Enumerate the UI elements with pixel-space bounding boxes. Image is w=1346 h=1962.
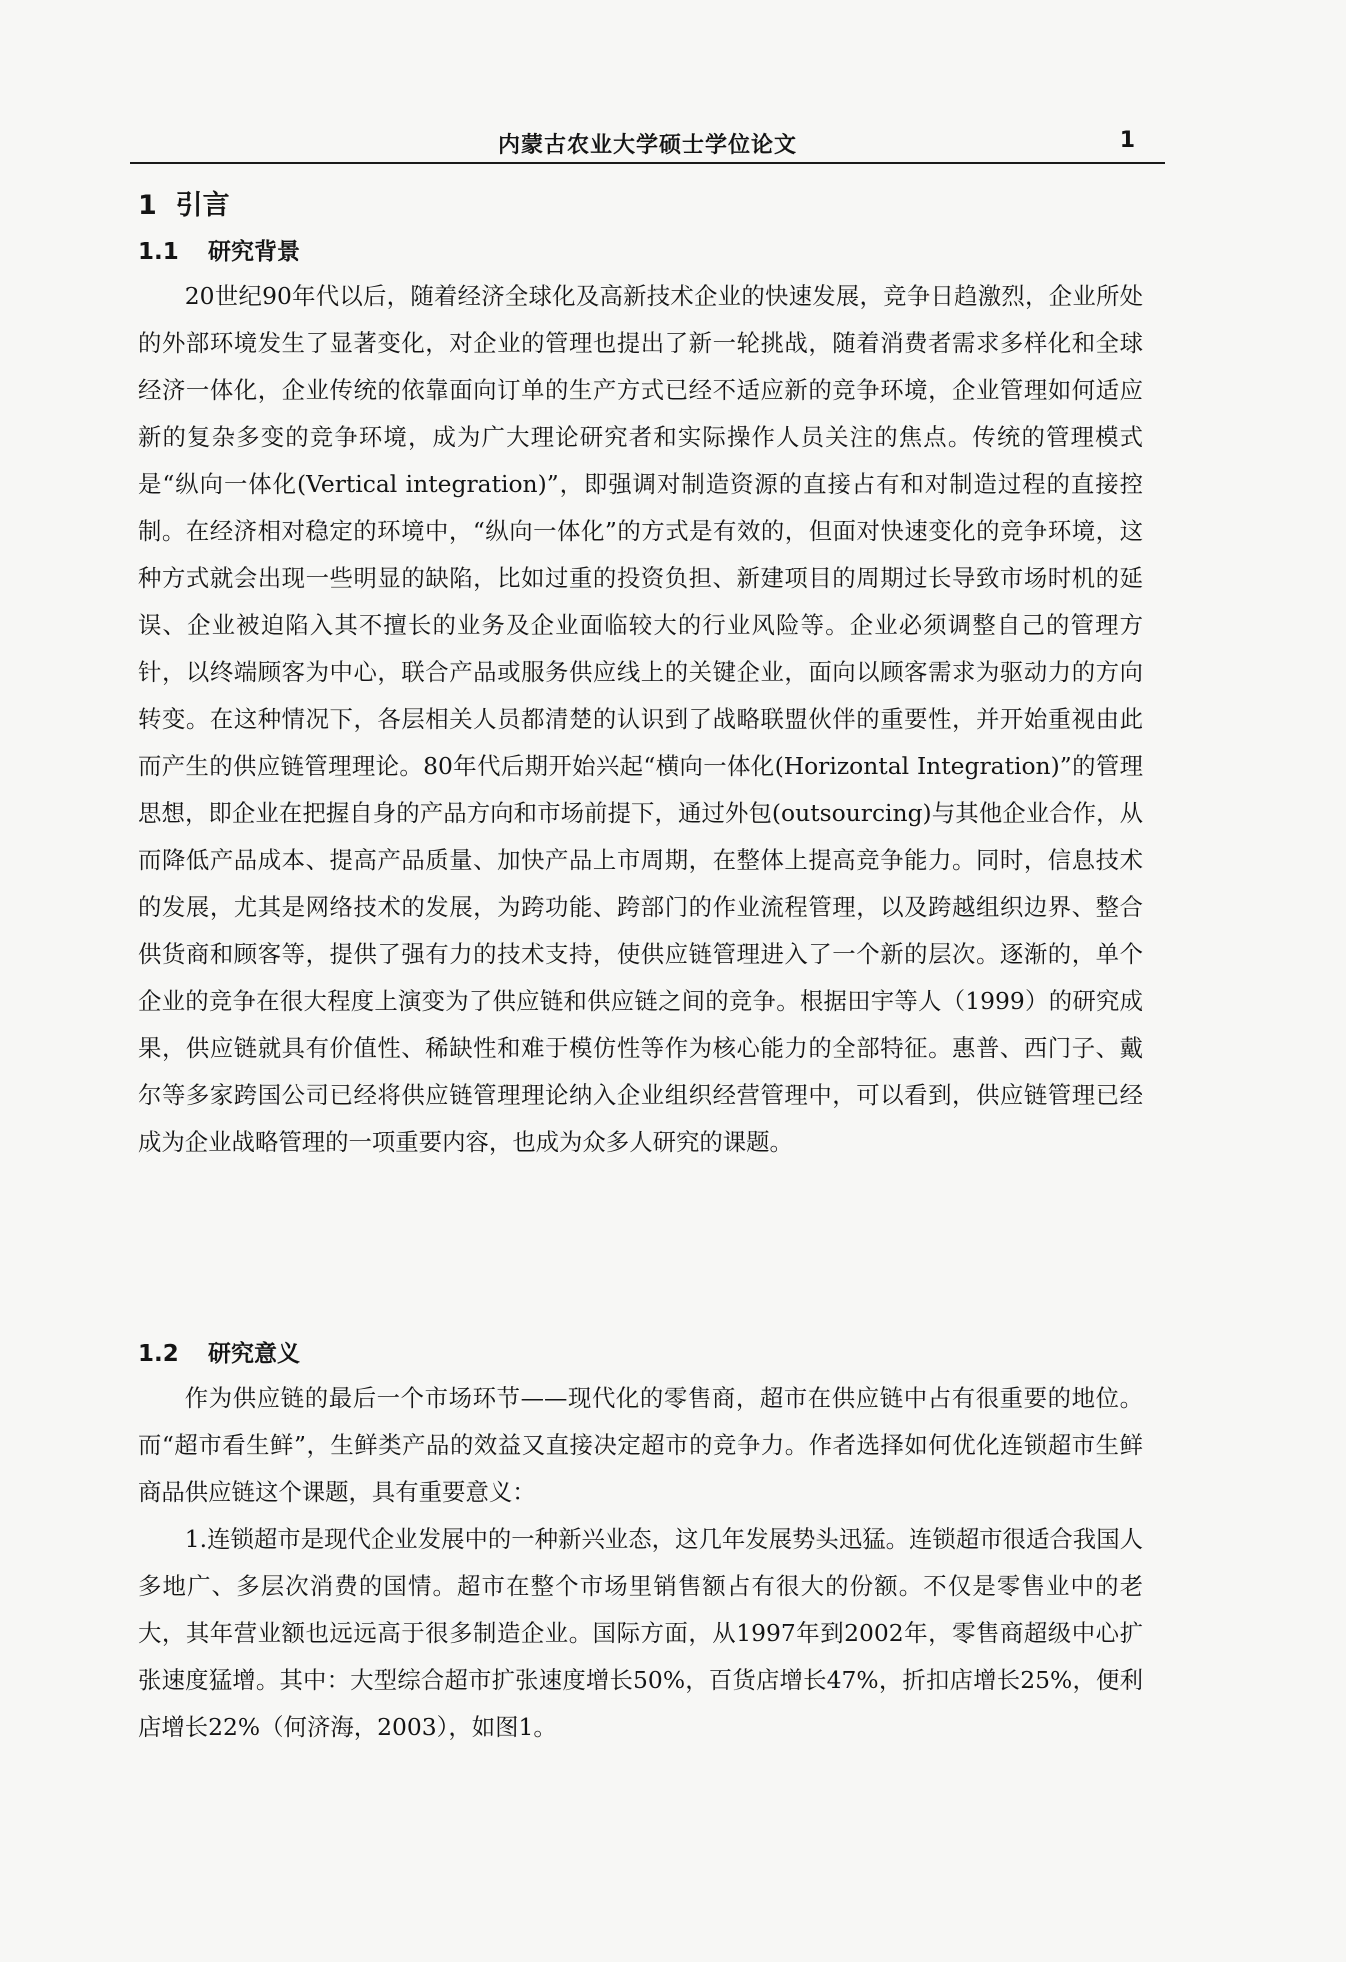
page-number: 1 xyxy=(1119,128,1135,153)
running-header xyxy=(130,128,1165,164)
background-paragraph: 20世纪90年代以后，随着经济全球化及高新技术企业的快速发展，竞争日趋激烈，企业所处的外部环境发生了显著变化，对企业的管理也提出了新一轮挑战，随着消费者需求多样化和全球经济一体化，企业传统的依靠面向订单的生产方式已经不适应新的竞争环境，企业管理如何适应新的复杂多变的竞争环境，成为广大理论研究者和实际操作人员关注的焦点。传统的管理模式是“纵向一体化(Vertical integration)”，即强调对制造资源的直接占有和对制造过程的直接控制。在经济相对稳定的环境中，“纵向一体化”的方式是有效的，但面对快速变化的竞争环境，这种方式就会出现一些明显的缺陷，比如过重的投资负担、新建项目的周期过长导致市场时机的延误、企业被迫陷入其不擅长的业务及企业面临较大的行业风险等。企业必须调整自己的管理方针，以终端顾客为中心，联合产品或服务供应线上的关键企业，面向以顾客需求为驱动力的方向转变。在这种情况下，各层相关人员都清楚的认识到了战略联盟伙伴的重要性，并开始重视由此而产生的供应链管理理论。80年代后期开始兴起“横向一体化(Horizontal Integration)”的管理思想，即企业在把握自身的产品方向和市场前提下，通过外包(outsourcing)与其他企业合作，从而降低产品成本、提高产品质量、加快产品上市周期，在整体上提高竞争能力。同时，信息技术的发展，尤其是网络技术的发展，为跨功能、跨部门的作业流程管理，以及跨越组织边界、整合供货商和顾客等，提供了强有力的技术支持，使供应链管理进入了一个新的层次。逐渐的，单个企业的竞争在很大程度上演变为了供应链和供应链之间的竞争。根据田宇等人（1999）的研究成果，供应链就具有价值性、稀缺性和难于模仿性等作为核心能力的全部特征。惠普、西门子、戴尔等多家跨国公司已经将供应链管理理论纳入企业组织经营管理中，可以看到，供应链管理已经成为企业战略管理的一项重要内容，也成为众多人研究的课题。 xyxy=(138,282,1143,1156)
chapter-number: 1 xyxy=(138,190,157,221)
section-title: 研究背景 xyxy=(208,239,300,265)
significance-paragraph-intro: 作为供应链的最后一个市场环节——现代化的零售商，超市在供应链中占有很重要的地位。而“超市看生鲜”，生鲜类产品的效益又直接决定超市的竞争力。作者选择如何优化连锁超市生鲜商品供应链这个课题，具有重要意义： xyxy=(138,1384,1143,1506)
significance-paragraph-1: 1.连锁超市是现代企业发展中的一种新兴业态，这几年发展势头迅猛。连锁超市很适合我国人多地广、多层次消费的国情。超市在整个市场里销售额占有很大的份额。不仅是零售业中的老大，其年营业额也远远高于很多制造企业。国际方面，从1997年到2002年，零售商超级中心扩张速度猛增。其中：大型综合超市扩张速度增长50%，百货店增长47%，折扣店增长25%，便利店增长22%（何济海，2003），如图1。 xyxy=(138,1525,1143,1741)
section-number: 1.2 xyxy=(138,1341,179,1367)
chapter-heading xyxy=(138,183,230,222)
section-number: 1.1 xyxy=(138,239,179,265)
header-title: 内蒙古农业大学硕士学位论文 xyxy=(497,133,797,158)
section-title: 研究意义 xyxy=(208,1341,300,1367)
section-heading-1-2 xyxy=(138,1335,300,1368)
chapter-title: 引言 xyxy=(175,190,230,221)
section-heading-1-1 xyxy=(138,233,300,266)
